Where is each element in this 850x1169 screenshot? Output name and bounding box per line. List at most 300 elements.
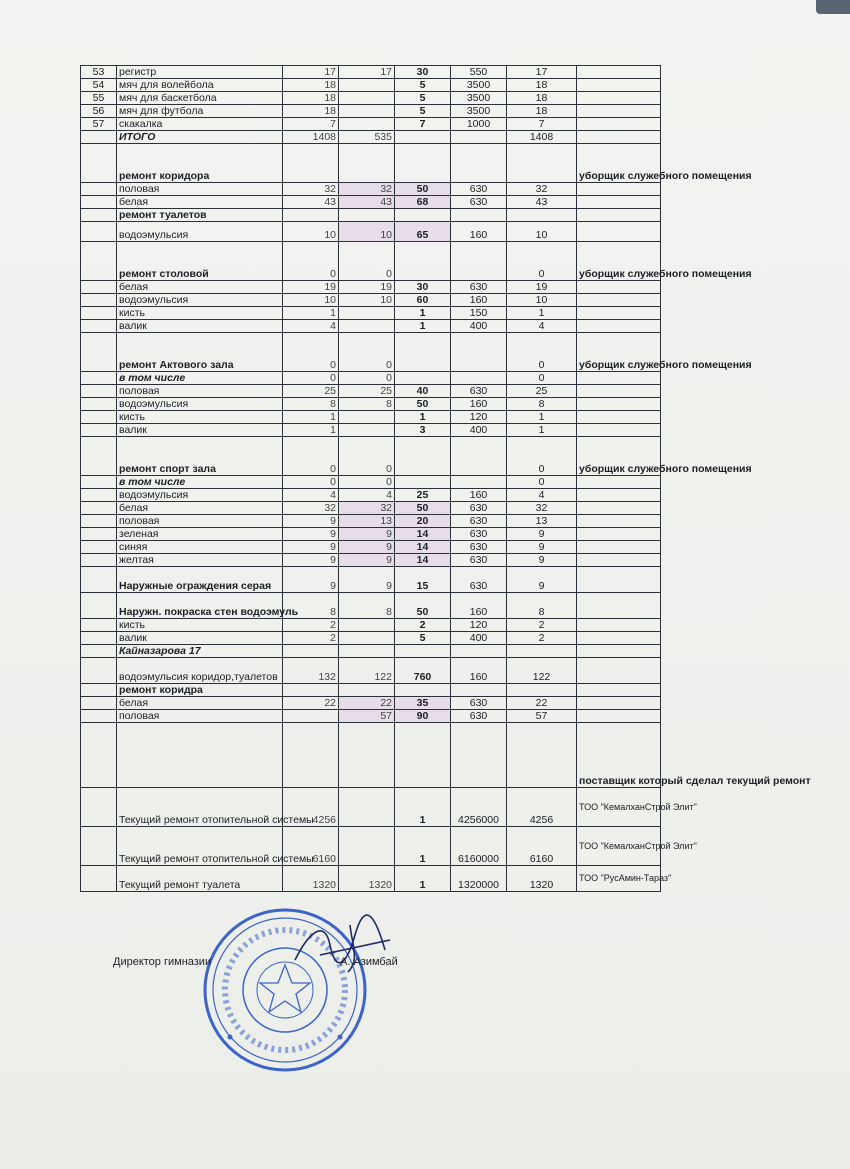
cell-num xyxy=(81,631,117,644)
cell-num: 57 xyxy=(81,118,117,131)
cell-p: 50 xyxy=(395,592,451,618)
cell-name: кисть xyxy=(117,306,283,319)
cell-tot: 10 xyxy=(507,222,577,242)
cell-num xyxy=(81,657,117,683)
cell-tot: 9 xyxy=(507,566,577,592)
table-row xyxy=(81,618,661,631)
table-row xyxy=(81,709,661,722)
cell-tot: 4256 xyxy=(507,787,577,826)
cell-sum xyxy=(451,144,507,183)
cell-q1 xyxy=(283,144,339,183)
cell-sum: 630 xyxy=(451,696,507,709)
cell-sum: 120 xyxy=(451,618,507,631)
cell-q2: 0 xyxy=(339,475,395,488)
cell-sum: 3500 xyxy=(451,105,507,118)
cell-note: уборщик служебного помещения xyxy=(577,241,661,280)
cell-q1: 18 xyxy=(283,105,339,118)
cell-q1: 9 xyxy=(283,540,339,553)
materials-table xyxy=(80,65,811,892)
cell-q2 xyxy=(339,79,395,92)
cell-q2 xyxy=(339,209,395,222)
cell-note xyxy=(577,540,661,553)
cell-name: водоэмульсия xyxy=(117,397,283,410)
cell-q1: 1 xyxy=(283,423,339,436)
cell-q2: 9 xyxy=(339,540,395,553)
cell-note xyxy=(577,79,661,92)
cell-p: 68 xyxy=(395,196,451,209)
cell-note xyxy=(577,92,661,105)
cell-note xyxy=(577,423,661,436)
cell-p: 5 xyxy=(395,79,451,92)
cell-q2: 19 xyxy=(339,280,395,293)
cell-q1: 18 xyxy=(283,79,339,92)
cell-q1: 43 xyxy=(283,196,339,209)
cell-num xyxy=(81,183,117,196)
table-row xyxy=(81,131,661,144)
cell-note xyxy=(577,131,661,144)
cell-p: 1 xyxy=(395,787,451,826)
cell-p: 5 xyxy=(395,631,451,644)
cell-q2: 43 xyxy=(339,196,395,209)
cell-tot xyxy=(507,644,577,657)
cell-name: половая xyxy=(117,384,283,397)
table-body xyxy=(81,66,811,892)
cell-q2 xyxy=(339,92,395,105)
table-row xyxy=(81,644,661,657)
cell-note xyxy=(577,209,661,222)
cell-name: Наружные ограждения серая xyxy=(117,566,283,592)
cell-num xyxy=(81,709,117,722)
cell-q2: 0 xyxy=(339,241,395,280)
cell-p: 5 xyxy=(395,92,451,105)
cell-note xyxy=(577,683,661,696)
cell-sum: 160 xyxy=(451,293,507,306)
cell-name: Текущий ремонт туалета xyxy=(117,865,283,891)
cell-p: 35 xyxy=(395,696,451,709)
cell-name: ремонт туалетов xyxy=(117,209,283,222)
cell-sum: 630 xyxy=(451,553,507,566)
table-row xyxy=(81,475,661,488)
cell-q1: 9 xyxy=(283,553,339,566)
cell-num xyxy=(81,410,117,423)
cell-q1: 7 xyxy=(283,118,339,131)
cell-num xyxy=(81,488,117,501)
table-row xyxy=(81,865,661,891)
cell-name: мяч для волейбола xyxy=(117,79,283,92)
cell-p: 760 xyxy=(395,657,451,683)
cell-sum: 160 xyxy=(451,397,507,410)
cell-p xyxy=(395,475,451,488)
cell-tot: 43 xyxy=(507,196,577,209)
cell-note xyxy=(577,592,661,618)
cell-p xyxy=(395,241,451,280)
cell-note xyxy=(577,222,661,242)
cell-num xyxy=(81,144,117,183)
cell-tot: 19 xyxy=(507,280,577,293)
cell-p: 2 xyxy=(395,618,451,631)
cell-q1 xyxy=(283,709,339,722)
cell-p: 90 xyxy=(395,709,451,722)
cell-name: белая xyxy=(117,280,283,293)
cell-q2 xyxy=(339,105,395,118)
cell-num xyxy=(81,241,117,280)
table-row xyxy=(81,488,661,501)
cell-num xyxy=(81,683,117,696)
cell-note xyxy=(577,566,661,592)
table-row xyxy=(81,397,661,410)
cell-q1 xyxy=(283,683,339,696)
cell-sum xyxy=(451,209,507,222)
cell-q1: 0 xyxy=(283,241,339,280)
cell-p: 20 xyxy=(395,514,451,527)
cell-name: половая xyxy=(117,183,283,196)
cell-note xyxy=(577,657,661,683)
cell-q2: 22 xyxy=(339,696,395,709)
cell-q1: 10 xyxy=(283,293,339,306)
table-row xyxy=(81,332,661,371)
table-row xyxy=(81,696,661,709)
cell-name: в том числе xyxy=(117,371,283,384)
cell-p: 1 xyxy=(395,865,451,891)
cell-note xyxy=(577,501,661,514)
cell-num xyxy=(81,644,117,657)
cell-q1: 9 xyxy=(283,566,339,592)
cell-name: мяч для баскетбола xyxy=(117,92,283,105)
cell-note xyxy=(577,306,661,319)
cell-name: скакалка xyxy=(117,118,283,131)
cell-sum: 160 xyxy=(451,222,507,242)
cell-sum xyxy=(451,475,507,488)
cell-note: поставщик который сделал текущий ремонт xyxy=(577,722,661,787)
cell-sum: 400 xyxy=(451,631,507,644)
cell-tot: 8 xyxy=(507,397,577,410)
cell-sum: 160 xyxy=(451,488,507,501)
cell-num xyxy=(81,397,117,410)
cell-note xyxy=(577,410,661,423)
cell-num xyxy=(81,306,117,319)
cell-q2: 17 xyxy=(339,66,395,79)
cell-tot xyxy=(507,722,577,787)
cell-sum: 400 xyxy=(451,319,507,332)
cell-q1: 1320 xyxy=(283,865,339,891)
cell-note: уборщик служебного помещения xyxy=(577,436,661,475)
signature-icon xyxy=(290,910,400,980)
cell-sum xyxy=(451,241,507,280)
cell-num xyxy=(81,514,117,527)
cell-num xyxy=(81,280,117,293)
cell-note xyxy=(577,696,661,709)
cell-p: 5 xyxy=(395,105,451,118)
cell-sum xyxy=(451,332,507,371)
table-row xyxy=(81,209,661,222)
table-row xyxy=(81,592,661,618)
cell-p: 14 xyxy=(395,540,451,553)
cell-tot: 1 xyxy=(507,423,577,436)
cell-sum xyxy=(451,722,507,787)
cell-q1 xyxy=(283,209,339,222)
cell-note xyxy=(577,280,661,293)
table-row xyxy=(81,105,661,118)
cell-note xyxy=(577,66,661,79)
cell-num xyxy=(81,423,117,436)
cell-num: 54 xyxy=(81,79,117,92)
cell-sum: 6160000 xyxy=(451,826,507,865)
cell-p: 50 xyxy=(395,183,451,196)
cell-q1: 4256 xyxy=(283,787,339,826)
cell-sum: 630 xyxy=(451,384,507,397)
cell-note: уборщик служебного помещения xyxy=(577,332,661,371)
cell-name: валик xyxy=(117,423,283,436)
cell-q2: 25 xyxy=(339,384,395,397)
table-row xyxy=(81,79,661,92)
cell-q1: 0 xyxy=(283,475,339,488)
cell-p: 1 xyxy=(395,319,451,332)
cell-q1: 1408 xyxy=(283,131,339,144)
cell-note: уборщик служебного помещения xyxy=(577,144,661,183)
cell-note xyxy=(577,371,661,384)
cell-sum: 160 xyxy=(451,657,507,683)
cell-tot: 25 xyxy=(507,384,577,397)
cell-sum: 630 xyxy=(451,514,507,527)
cell-tot: 32 xyxy=(507,501,577,514)
cell-q2 xyxy=(339,683,395,696)
cell-sum: 1000 xyxy=(451,118,507,131)
cell-num xyxy=(81,222,117,242)
cell-q1: 1 xyxy=(283,306,339,319)
cell-q1: 4 xyxy=(283,319,339,332)
cell-sum xyxy=(451,371,507,384)
cell-p: 65 xyxy=(395,222,451,242)
cell-note xyxy=(577,183,661,196)
cell-sum: 630 xyxy=(451,709,507,722)
cell-q2 xyxy=(339,631,395,644)
table-row xyxy=(81,371,661,384)
cell-tot: 122 xyxy=(507,657,577,683)
cell-num xyxy=(81,618,117,631)
cell-sum: 630 xyxy=(451,501,507,514)
cell-q2 xyxy=(339,144,395,183)
cell-note xyxy=(577,196,661,209)
cell-name: Кайназарова 17 xyxy=(117,644,283,657)
cell-q1: 32 xyxy=(283,183,339,196)
cell-q1: 22 xyxy=(283,696,339,709)
cell-num xyxy=(81,371,117,384)
cell-sum: 630 xyxy=(451,183,507,196)
table-row xyxy=(81,566,661,592)
table-row xyxy=(81,423,661,436)
cell-tot: 1408 xyxy=(507,131,577,144)
table-row xyxy=(81,293,661,306)
cell-note xyxy=(577,709,661,722)
cell-tot: 6160 xyxy=(507,826,577,865)
cell-q1: 18 xyxy=(283,92,339,105)
cell-q2: 4 xyxy=(339,488,395,501)
cell-note xyxy=(577,475,661,488)
cell-p: 30 xyxy=(395,66,451,79)
cell-note xyxy=(577,105,661,118)
cell-q1: 2 xyxy=(283,618,339,631)
cell-note xyxy=(577,527,661,540)
cell-p xyxy=(395,644,451,657)
cell-tot: 18 xyxy=(507,92,577,105)
cell-sum xyxy=(451,683,507,696)
cell-tot: 2 xyxy=(507,631,577,644)
cell-q2 xyxy=(339,306,395,319)
table-row xyxy=(81,657,661,683)
cell-note xyxy=(577,319,661,332)
table-row xyxy=(81,384,661,397)
cell-name: ремонт спорт зала xyxy=(117,436,283,475)
cell-note: ТОО "РусАмин-Тараз" xyxy=(577,865,661,891)
cell-sum: 1320000 xyxy=(451,865,507,891)
table-row xyxy=(81,631,661,644)
cell-tot: 9 xyxy=(507,540,577,553)
cell-name: ИТОГО xyxy=(117,131,283,144)
cell-sum: 4256000 xyxy=(451,787,507,826)
cell-tot: 2 xyxy=(507,618,577,631)
cell-q1: 2 xyxy=(283,631,339,644)
cell-q2 xyxy=(339,644,395,657)
cell-tot: 18 xyxy=(507,79,577,92)
cell-p: 7 xyxy=(395,118,451,131)
cell-p: 40 xyxy=(395,384,451,397)
table-row xyxy=(81,92,661,105)
cell-num xyxy=(81,865,117,891)
cell-q1: 32 xyxy=(283,501,339,514)
cell-q1: 4 xyxy=(283,488,339,501)
cell-name: белая xyxy=(117,696,283,709)
cell-name: половая xyxy=(117,709,283,722)
cell-p xyxy=(395,371,451,384)
cell-tot xyxy=(507,683,577,696)
cell-tot: 10 xyxy=(507,293,577,306)
cell-num xyxy=(81,527,117,540)
cell-num: 53 xyxy=(81,66,117,79)
cell-sum: 630 xyxy=(451,527,507,540)
cell-note xyxy=(577,631,661,644)
cell-q2: 8 xyxy=(339,397,395,410)
cell-p xyxy=(395,209,451,222)
cell-name: зеленая xyxy=(117,527,283,540)
cell-p: 50 xyxy=(395,397,451,410)
cell-num xyxy=(81,436,117,475)
cell-num xyxy=(81,566,117,592)
cell-sum: 630 xyxy=(451,566,507,592)
cell-note xyxy=(577,384,661,397)
cell-q2 xyxy=(339,722,395,787)
cell-name: ремонт Актового зала xyxy=(117,332,283,371)
cell-q2: 32 xyxy=(339,501,395,514)
cell-tot: 32 xyxy=(507,183,577,196)
cell-p: 14 xyxy=(395,527,451,540)
cell-tot: 9 xyxy=(507,553,577,566)
cell-p xyxy=(395,436,451,475)
cell-q1: 9 xyxy=(283,527,339,540)
cell-name: ремонт столовой xyxy=(117,241,283,280)
cell-q1 xyxy=(283,644,339,657)
table-row xyxy=(81,144,661,183)
cell-num xyxy=(81,293,117,306)
cell-q2 xyxy=(339,410,395,423)
cell-name: желтая xyxy=(117,553,283,566)
cell-sum: 120 xyxy=(451,410,507,423)
cell-p: 14 xyxy=(395,553,451,566)
director-name: А. Азимбай xyxy=(340,956,398,968)
cell-tot: 1320 xyxy=(507,865,577,891)
cell-q2: 1320 xyxy=(339,865,395,891)
table-row xyxy=(81,410,661,423)
cell-name: водоэмульсия xyxy=(117,293,283,306)
cell-sum: 400 xyxy=(451,423,507,436)
cell-name: синяя xyxy=(117,540,283,553)
cell-name: ремонт коридора xyxy=(117,144,283,183)
cell-name: кисть xyxy=(117,618,283,631)
cell-tot: 1 xyxy=(507,306,577,319)
cell-sum xyxy=(451,644,507,657)
cell-p: 30 xyxy=(395,280,451,293)
cell-p: 1 xyxy=(395,826,451,865)
cell-note xyxy=(577,514,661,527)
cell-name: водоэмульсия коридор,туалетов xyxy=(117,657,283,683)
cell-name: белая xyxy=(117,501,283,514)
cell-tot: 17 xyxy=(507,66,577,79)
cell-name: водоэмульсия xyxy=(117,222,283,242)
cell-p: 15 xyxy=(395,566,451,592)
cell-q2: 9 xyxy=(339,527,395,540)
director-label: Директор гимназии xyxy=(113,956,212,968)
cell-q1: 8 xyxy=(283,592,339,618)
cell-p: 3 xyxy=(395,423,451,436)
table-row xyxy=(81,683,661,696)
cell-name: белая xyxy=(117,196,283,209)
cell-note: ТОО "КемалханСтрой Элит" xyxy=(577,826,661,865)
table-row xyxy=(81,436,661,475)
table-row xyxy=(81,222,661,242)
table-row xyxy=(81,722,661,787)
table-row xyxy=(81,527,661,540)
table-row xyxy=(81,514,661,527)
cell-q1: 9 xyxy=(283,514,339,527)
cell-name: валик xyxy=(117,631,283,644)
cell-sum: 550 xyxy=(451,66,507,79)
cell-tot: 8 xyxy=(507,592,577,618)
cell-tot: 18 xyxy=(507,105,577,118)
cell-p: 25 xyxy=(395,488,451,501)
cell-name: регистр xyxy=(117,66,283,79)
cell-p: 1 xyxy=(395,306,451,319)
cell-q2: 0 xyxy=(339,371,395,384)
table-row xyxy=(81,280,661,293)
cell-note xyxy=(577,618,661,631)
cell-q2 xyxy=(339,319,395,332)
cell-name: Текущий ремонт отопительной системы xyxy=(117,826,283,865)
cell-num xyxy=(81,592,117,618)
cell-q2: 535 xyxy=(339,131,395,144)
table-row xyxy=(81,826,661,865)
cell-name: мяч для футбола xyxy=(117,105,283,118)
cell-name: водоэмульсия xyxy=(117,488,283,501)
cell-name: Наружн. покраска стен водоэмуль xyxy=(117,592,283,618)
cell-num: 56 xyxy=(81,105,117,118)
table-row xyxy=(81,319,661,332)
cell-sum: 3500 xyxy=(451,92,507,105)
cell-name: ремонт коридра xyxy=(117,683,283,696)
cell-q1 xyxy=(283,722,339,787)
cell-tot: 13 xyxy=(507,514,577,527)
cell-name: Текущий ремонт отопительной системы xyxy=(117,787,283,826)
cell-name: половая xyxy=(117,514,283,527)
cell-q2 xyxy=(339,118,395,131)
